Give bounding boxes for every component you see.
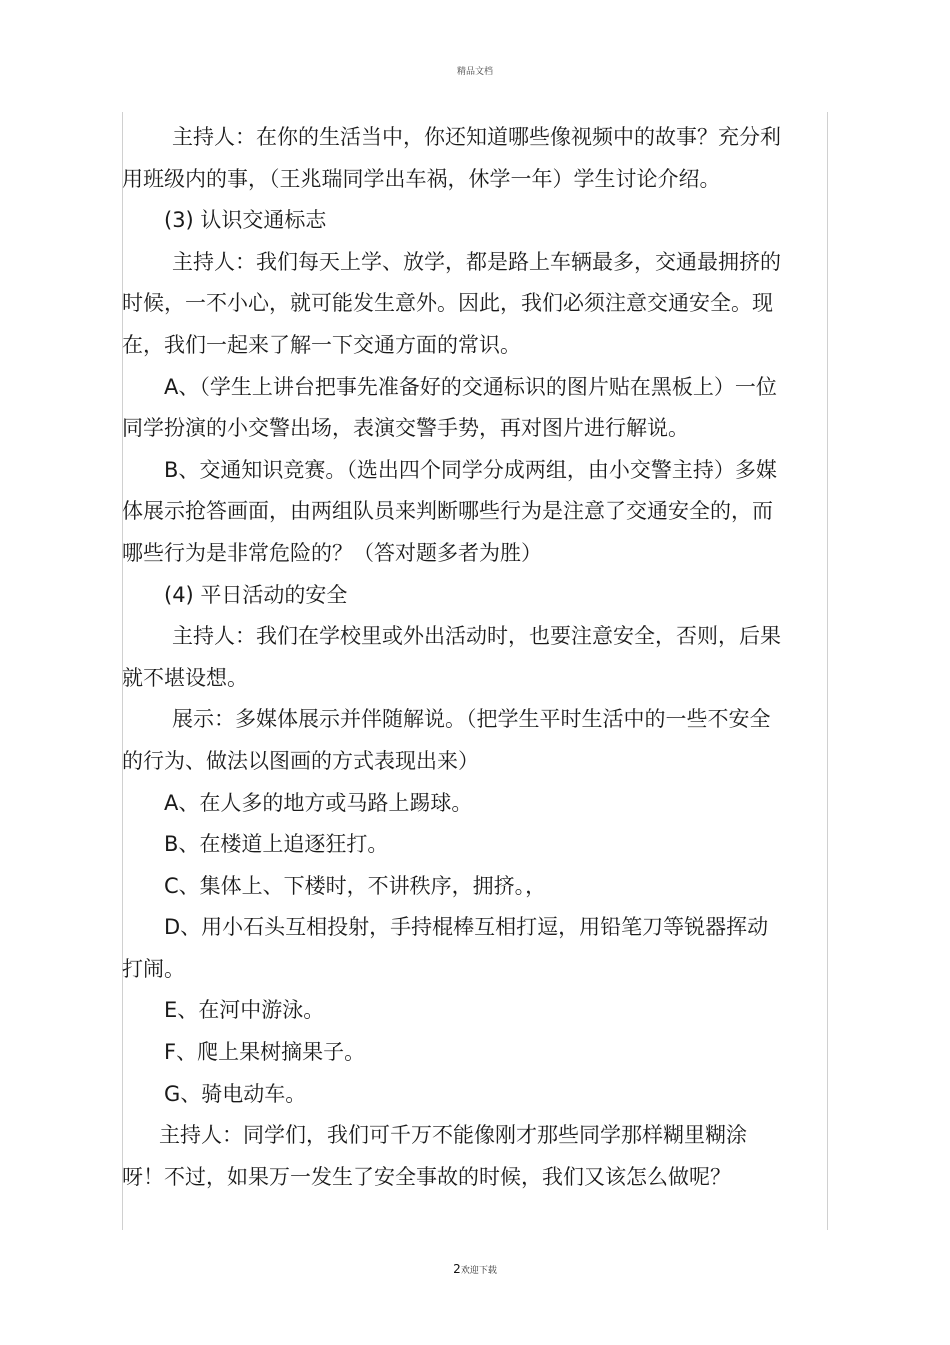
- document-body: [122, 117, 782, 1198]
- list-item-d-stones: D、用小石头互相投射，手持棍棒互相打逗，用铅笔刀等锐器挥动打闹。: [122, 915, 769, 981]
- list-item-g-ebike: G、骑电动车。: [164, 1081, 307, 1106]
- paragraph-host-closing: 主持人：同学们，我们可千万不能像刚才那些同学那样糊里糊涂呀！不过，如果万一发生了安全事故的时候，我们又该怎么做呢？: [122, 1123, 747, 1189]
- list-item-a-traffic: A、（学生上讲台把事先准备好的交通标识的图片贴在黑板上）一位同学扮演的小交警出场，表演交警手势，再对图片进行解说。: [122, 374, 777, 441]
- section-heading-daily-activities: (4) 平日活动的安全: [164, 582, 348, 607]
- paragraph-display: 展示：多媒体展示并伴随解说。（把学生平时生活中的一些不安全的行为、做法以图画的方式表现出来）: [122, 707, 771, 773]
- list-item-e-swimming: E、在河中游泳。: [164, 998, 325, 1023]
- list-item-f-fruit-tree: F、爬上果树摘果子。: [164, 1040, 366, 1065]
- section-heading-traffic-signs: (3) 认识交通标志: [164, 208, 327, 233]
- page-header: 精品文档: [456, 67, 493, 77]
- right-margin-rule: [827, 112, 828, 1230]
- paragraph-host-stories: 主持人：在你的生活当中，你还知道哪些像视频中的故事？充分利用班级内的事，（王兆瑞同学出车祸，休学一年）学生讨论介绍。: [122, 125, 781, 191]
- paragraph-host-safety: 主持人：我们在学校里或外出活动时，也要注意安全，否则，后果就不堪设想。: [122, 624, 781, 690]
- page-number: 2: [453, 1262, 461, 1276]
- list-item-b-chasing: B、在楼道上追逐狂打。: [164, 832, 389, 857]
- list-item-b-quiz: B、交通知识竞赛。（选出四个同学分成两组，由小交警主持）多媒体展示抢答画面，由两组队员来判断哪些行为是注意了交通安全的，而哪些行为是非常危险的？（答对题多者为胜）: [122, 457, 777, 565]
- list-item-a-football: A、在人多的地方或马路上踢球。: [164, 790, 473, 815]
- page-footer: [0, 1262, 950, 1276]
- footer-label: 欢迎下载: [460, 1266, 497, 1276]
- list-item-c-stairs: C、集体上、下楼时，不讲秩序，拥挤。，: [164, 873, 547, 898]
- paragraph-host-traffic: 主持人：我们每天上学、放学，都是路上车辆最多，交通最拥挤的时候，一不小心，就可能发生意外。因此，我们必须注意交通安全。现在，我们一起来了解一下交通方面的常识。: [122, 249, 781, 357]
